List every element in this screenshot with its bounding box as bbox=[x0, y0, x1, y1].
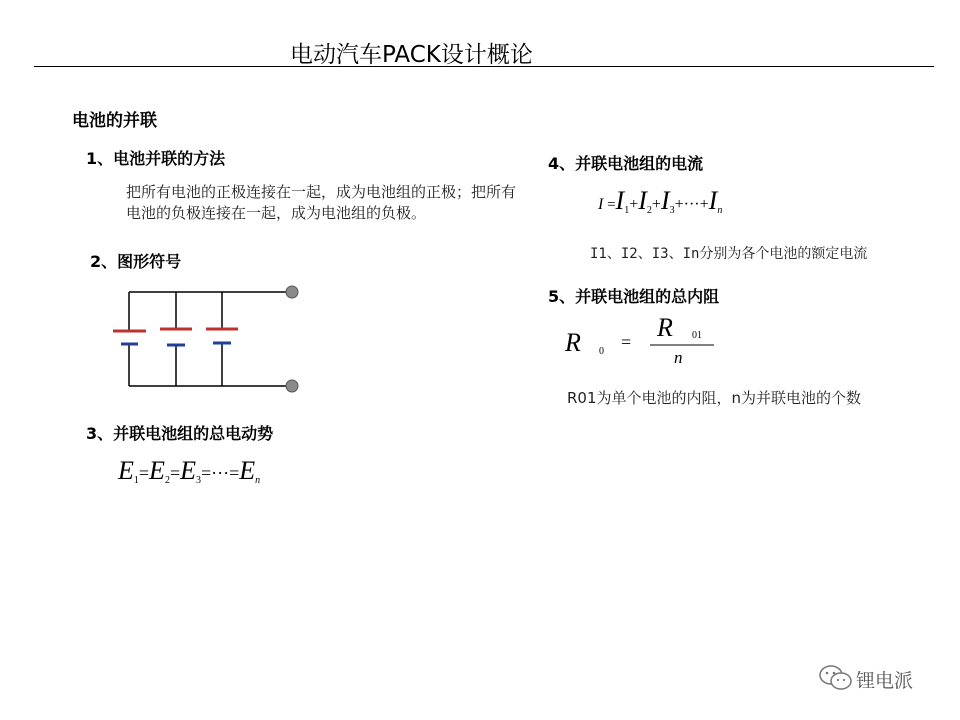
s1-heading: 1、电池并联的方法 bbox=[86, 149, 226, 168]
r0-symbol: R bbox=[565, 328, 581, 357]
s4-heading: 4、并联电池组的电流 bbox=[548, 154, 704, 173]
section-title: 电池的并联 bbox=[72, 111, 157, 131]
emf-formula: $E_1=E_2=E_3=\cdot\cdot\cdot=E_n$ bbox=[118, 456, 261, 486]
s5-note: R01为单个电池的内阻，n为并联电池的个数 bbox=[567, 389, 862, 407]
page-title: 电动汽车PACK设计概论 bbox=[290, 42, 533, 68]
wechat-icon bbox=[818, 664, 854, 692]
watermark-text: 锂电派 bbox=[856, 670, 914, 692]
negative-terminal bbox=[286, 380, 298, 392]
s2-heading: 2、图形符号 bbox=[90, 252, 182, 271]
n-denominator: n bbox=[674, 348, 683, 367]
positive-terminal bbox=[286, 286, 298, 298]
r0-subscript: 0 bbox=[599, 346, 604, 357]
r01-subscript: 01 bbox=[692, 330, 702, 341]
current-formula: $I =I_1+I_2+I_3+\cdot\cdot\cdot+I_n$ bbox=[598, 186, 723, 216]
s1-body: 把所有电池的正极连接在一起，成为电池组的正极；把所有电池的负极连接在一起，成为电池组的负极。 bbox=[126, 183, 517, 222]
s3-heading: 3、并联电池组的总电动势 bbox=[86, 424, 274, 443]
s4-note: I1、I2、I3、In分别为各个电池的额定电流 bbox=[590, 246, 868, 262]
r01-numerator: R bbox=[657, 313, 673, 342]
r0-equals: = bbox=[621, 332, 632, 352]
s5-heading: 5、并联电池组的总内阻 bbox=[548, 287, 720, 306]
